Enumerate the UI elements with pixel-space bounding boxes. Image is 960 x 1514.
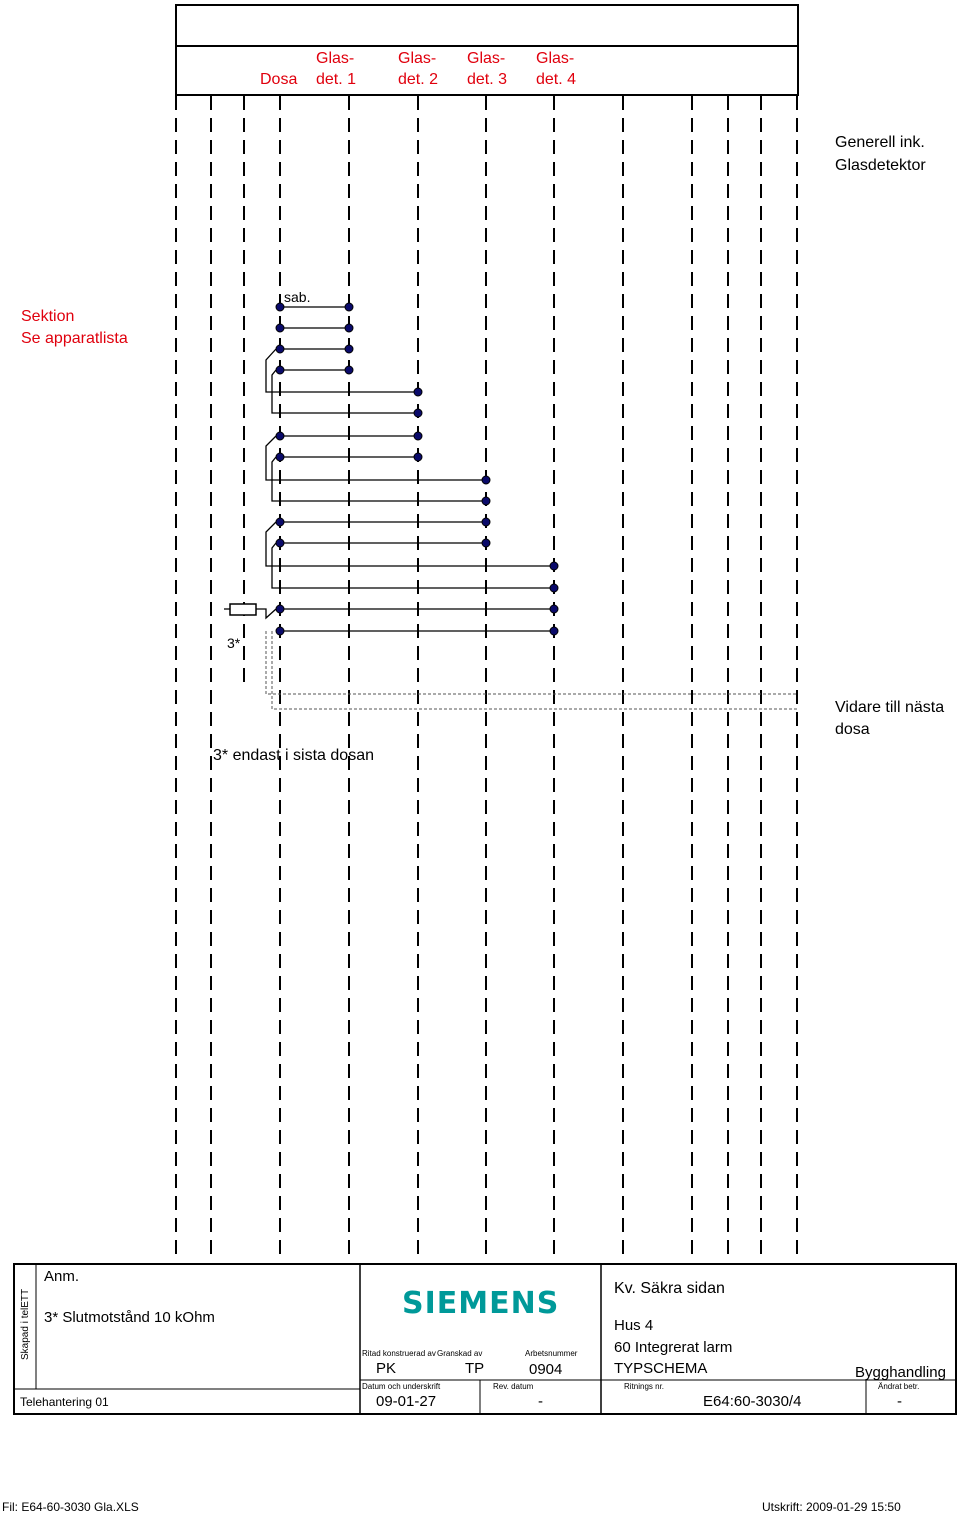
tb-ritad-label: Ritad konstruerad av bbox=[362, 1349, 436, 1358]
label-generell-line1: Generell ink. bbox=[835, 134, 925, 151]
label-vidare-line1: Vidare till nästa bbox=[835, 699, 945, 716]
tb-datum-value: 09-01-27 bbox=[376, 1393, 437, 1410]
tb-ritnings-label: Ritnings nr. bbox=[624, 1382, 665, 1391]
tb-datum-label: Datum och underskrift bbox=[362, 1382, 441, 1391]
label-generell-line2: Glasdetektor bbox=[835, 157, 926, 174]
tb-arbetsnummer-value: 0904 bbox=[529, 1361, 563, 1378]
tb-anm: Anm. bbox=[44, 1268, 80, 1285]
tb-note: 3* Slutmotstånd 10 kOhm bbox=[44, 1309, 215, 1326]
siemens-logo: SIEMENS bbox=[402, 1286, 560, 1321]
label-se-apparatlista: Se apparatlista bbox=[21, 330, 128, 347]
tb-telehantering: Telehantering 01 bbox=[20, 1395, 109, 1409]
tb-ritad-value: PK bbox=[376, 1360, 397, 1377]
label-endast: 3* endast i sista dosan bbox=[213, 747, 374, 764]
label-sektion: Sektion bbox=[21, 308, 75, 325]
header-col1-line1: Glas- bbox=[316, 50, 355, 67]
footer-fil: Fil: E64-60-3030 Gla.XLS bbox=[2, 1500, 139, 1514]
header-col4-line2: det. 4 bbox=[536, 71, 577, 88]
tb-typschema: TYPSCHEMA bbox=[614, 1360, 708, 1377]
label-sab: sab. bbox=[284, 289, 311, 305]
header-col3-line2: det. 3 bbox=[467, 71, 508, 88]
tb-integrerat: 60 Integrerat larm bbox=[614, 1339, 733, 1356]
tb-granskad-label: Granskad av bbox=[437, 1349, 483, 1358]
tb-skapad: Skapad i telETT bbox=[20, 1288, 31, 1360]
label-vidare-line2: dosa bbox=[835, 721, 870, 738]
header-dosa: Dosa bbox=[260, 71, 298, 88]
tb-rev-label: Rev. datum bbox=[493, 1382, 534, 1391]
wires bbox=[224, 307, 554, 631]
tb-kv: Kv. Säkra sidan bbox=[614, 1280, 725, 1297]
tb-andrat-label: Ändrat betr. bbox=[878, 1382, 920, 1391]
tb-bygghandling: Bygghandling bbox=[855, 1364, 946, 1381]
resistor-symbol bbox=[230, 604, 256, 615]
header-col3-line1: Glas- bbox=[467, 50, 506, 67]
header-col1-line2: det. 1 bbox=[316, 71, 357, 88]
label-three-star: 3* bbox=[227, 635, 241, 651]
header-col2-line1: Glas- bbox=[398, 50, 437, 67]
tb-granskad-value: TP bbox=[465, 1360, 485, 1377]
tb-arbetsnummer-label: Arbetsnummer bbox=[525, 1349, 578, 1358]
dashed-column-lines bbox=[176, 96, 797, 1260]
tb-andrat-value: - bbox=[897, 1393, 902, 1410]
tb-rev-value: - bbox=[538, 1393, 543, 1410]
header-col2-line2: det. 2 bbox=[398, 71, 439, 88]
footer-utskrift: Utskrift: 2009-01-29 15:50 bbox=[762, 1500, 901, 1514]
tb-ritnings-value: E64:60-3030/4 bbox=[703, 1393, 802, 1410]
tb-hus: Hus 4 bbox=[614, 1317, 654, 1334]
dotted-continuation bbox=[266, 631, 797, 709]
header-col4-line1: Glas- bbox=[536, 50, 575, 67]
